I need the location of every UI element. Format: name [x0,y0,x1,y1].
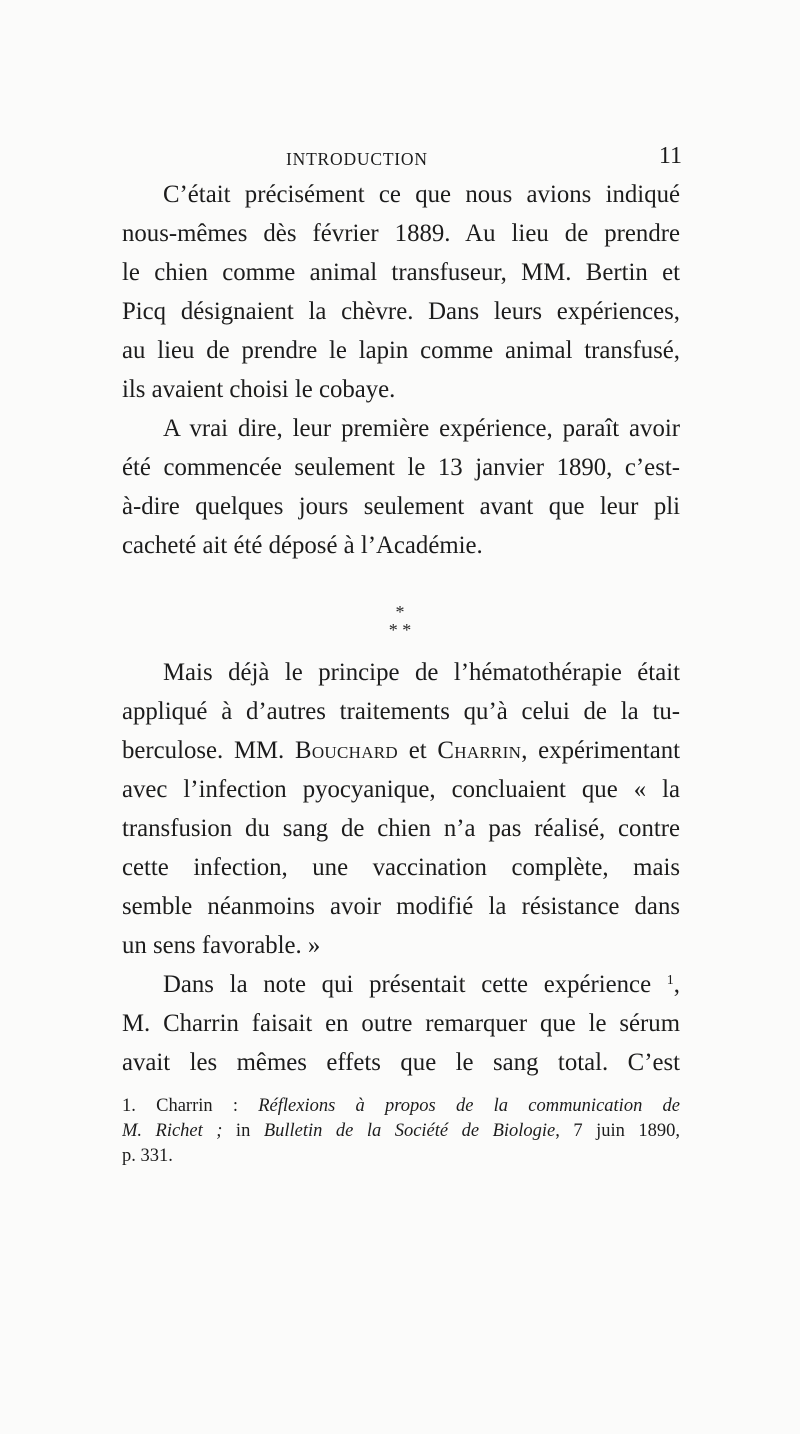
text-segment: Dans la note qui présentait cette expérience [163,971,667,998]
text-line [163,966,680,1004]
footnote-title: Réflexions à propos de la communication de [258,1096,680,1116]
page-number: 11 [658,143,682,169]
text-line: Picq désignaient la chèvre. Dans leurs expériences, [122,298,680,325]
text-segment: , [673,971,680,998]
footnote-reference: 1 [666,973,674,988]
footnote-line: p. 331. [122,1146,173,1166]
text-segment: , expérimentant [521,737,680,764]
footnote-line [122,1119,680,1144]
text-line: un sens favorable. » [122,932,321,959]
text-line: au lieu de prendre le lapin comme animal transfusé, [122,337,680,364]
journal-title: Bulletin de la Société de Biologie [263,1121,556,1141]
author-name-bouchard: Bouchard [295,737,399,764]
text-segment: in [222,1121,264,1141]
text-segment: et [398,737,438,764]
text-segment: 1. Charrin : [122,1096,259,1116]
text-line: avait les mêmes effets que le sang total. C’est [122,1049,680,1076]
text-line: nous-mêmes dès février 1889. Au lieu de prendre [122,220,680,247]
text-line: semble néanmoins avoir modifié la résistance dans [122,893,680,920]
text-line [122,732,680,770]
footnote-title: M. Richet ; [122,1121,223,1141]
text-line: M. Charrin faisait en outre remarquer que le sérum [122,1010,680,1037]
text-segment: , 7 juin 1890, [555,1121,680,1141]
asterism-separator [375,603,425,655]
text-line: à-dire quelques jours seulement avant que leur pli [122,493,680,520]
text-line: appliqué à d’autres traitements qu’à celui de la tu- [122,698,680,725]
text-line: Mais déjà le principe de l’hématothérapie était [163,659,680,686]
text-segment: berculose. MM. [122,737,295,764]
text-line: le chien comme animal transfuseur, MM. Bertin et [122,259,680,286]
running-head [248,143,682,172]
footnote-line [122,1094,680,1119]
text-line: avec l’infection pyocyanique, concluaient que « la [122,776,680,803]
text-line: cacheté ait été déposé à l’Académie. [122,532,483,559]
text-line: A vrai dire, leur première expérience, paraît avoir [163,415,680,442]
text-line: été commencée seulement le 13 janvier 1890, c’est- [122,454,680,481]
asterism-top: * [395,602,405,622]
text-line: transfusion du sang de chien n’a pas réalisé, contre [122,815,680,842]
text-line: ils avaient choisi le cobaye. [122,376,396,403]
text-line: C’était précisément ce que nous avions indiqué [163,181,680,208]
running-title: INTRODUCTION [286,149,428,169]
text-line: cette infection, une vaccination complète, mais [122,854,680,881]
author-name-charrin: Charrin [437,737,522,764]
asterism-bottom: * * [388,620,412,640]
